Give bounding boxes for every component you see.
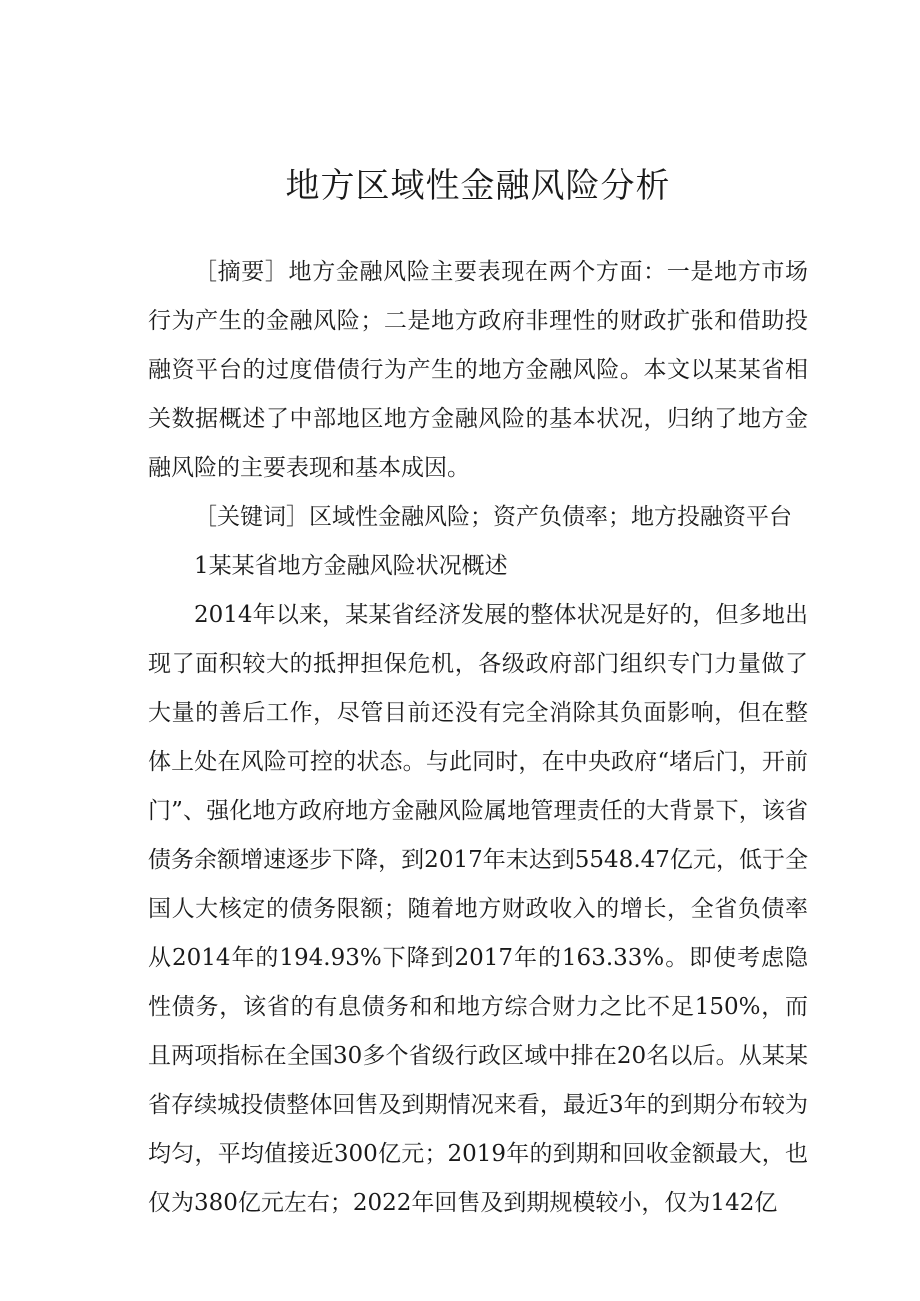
document-body: [148, 248, 808, 1228]
section-heading: 1某某省地方金融风险状况概述: [194, 553, 508, 579]
body-paragraph: 2014年以来，某某省经济发展的整体状况是好的，但多地出现了面积较大的抵押担保危机，各级政府部门组织专门力量做了大量的善后工作，尽管目前还没有完全消除其负面影响，但在整体上处在风险可控的状态。与此同时，在中央政府“堵后门，开前门”、强化地方政府地方金融风险属地管理责任的大背景下，该省债务余额增速逐步下降，到2017年末达到5548.47亿元，低于全国人大核定的债务限额；随着地方财政收入的增长，全省负债率从2014年的194.93%下降到2017年的163.33%。即使考虑隐性债务，该省的有息债务和和地方综合财力之比不足150%，而且两项指标在全国30多个省级行政区域中排在20名以后。从某某省存续城投债整体回售及到期情况来看，最近3年的到期分布较为均匀，平均值接近300亿元；2019年的到期和回收金额最大，也仅为380亿元左右；2022年回售及到期规模较小，仅为142亿: [148, 602, 808, 1216]
abstract-paragraph: ［摘要］地方金融风险主要表现在两个方面：一是地方市场行为产生的金融风险；二是地方政府非理性的财政扩张和借助投融资平台的过度借债行为产生的地方金融风险。本文以某某省相关数据概述了中部地区地方金融风险的基本状况，归纳了地方金融风险的主要表现和基本成因。: [148, 259, 808, 481]
document-title: 地方区域性金融风险分析: [285, 166, 671, 206]
keywords-paragraph: ［关键词］区域性金融风险；资产负债率；地方投融资平台: [194, 504, 792, 530]
